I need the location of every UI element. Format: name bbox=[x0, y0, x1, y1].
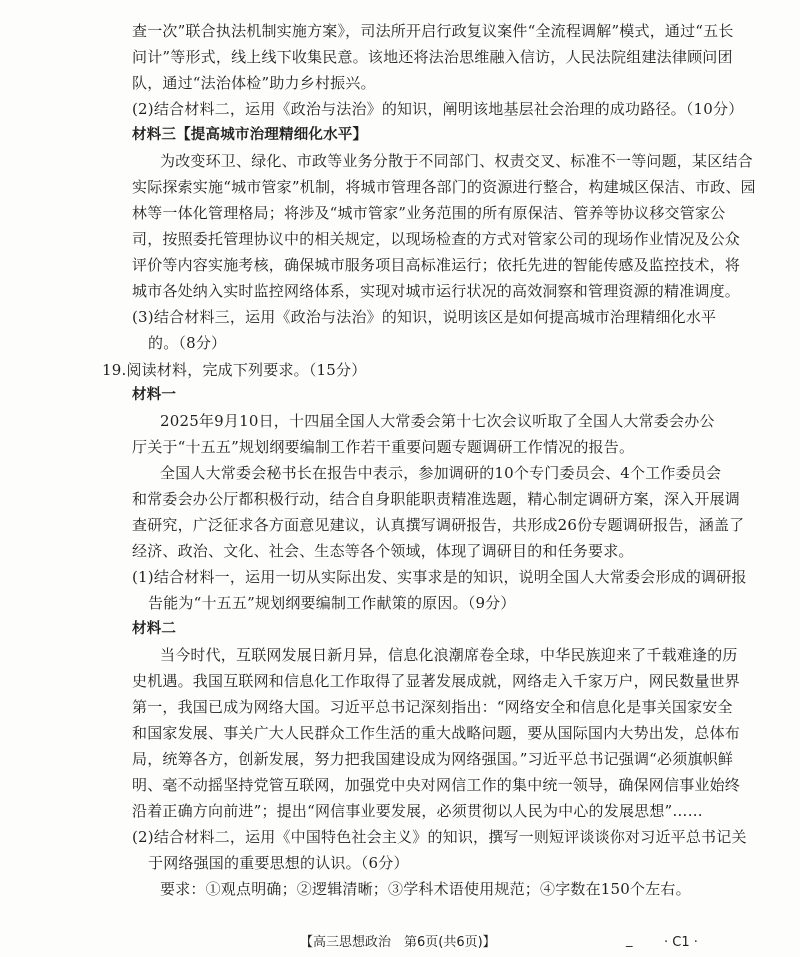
text-line: 沿着正确方向前进”；提出“网信事业要发展，必须贯彻以人民为中心的发展思想”…… bbox=[132, 802, 703, 820]
text-line: 林等一体化管理格局；将涉及“城市管家”业务范围的所有原保洁、管养等协议移交管家公 bbox=[132, 204, 726, 222]
text-line: 查一次”联合执法机制实施方案》，司法所开启行政复议案件“全流程调解”模式，通过“五长 bbox=[132, 22, 734, 40]
text-line: 问计”等形式，线上线下收集民意。该地还将法治思维融入信访，人民法院组建法律顾问团 bbox=[132, 48, 733, 66]
material-1-heading: 材料一 bbox=[132, 387, 177, 403]
text-line: 实际探索实施“城市管家”机制，将城市管理各部门的资源进行整合，构建城区保洁、市政、园 bbox=[132, 178, 756, 196]
text-line: 和常委会办公厅都积极行动，结合自身职能职责精准选题，精心制定调研方案，深入开展调 bbox=[132, 490, 741, 508]
footer-dash: _ bbox=[626, 933, 633, 948]
text-line: 为改变环卫、绿化、市政等业务分散于不同部门、权责交叉、标准不一等问题，某区结合 bbox=[160, 152, 753, 170]
question-19-title: 19.阅读材料，完成下列要求。（15分） bbox=[102, 361, 367, 379]
text-line: 史机遇。我国互联网和信息化工作取得了显著发展成就，网络走入千家万户，网民数量世界 bbox=[132, 672, 741, 690]
question-3-prompt-cont: 的。（8分） bbox=[148, 334, 227, 352]
material-3-heading: 材料三【提高城市治理精细化水平】 bbox=[132, 127, 368, 143]
answer-requirements: 要求：①观点明确；②逻辑清晰；③学科术语使用规范；④字数在150个左右。 bbox=[160, 880, 691, 898]
text-line: 当今时代，互联网发展日新月异，信息化浪潮席卷全球，中华民族迎来了千载难逢的历 bbox=[160, 646, 738, 664]
footer-code: · C1 · bbox=[664, 935, 698, 950]
question-3-prompt: (3)结合材料三，运用《政治与法治》的知识，说明该区是如何提高城市治理精细化水平 bbox=[132, 308, 717, 326]
text-line: 局，统筹各方，创新发展，努力把我国建设成为网络强国。”习近平总书记强调“必须旗帜鲜 bbox=[132, 750, 734, 768]
text-line: 评价等内容实施考核，确保城市服务项目高标准运行；依托先进的智能传感及监控技术，将 bbox=[132, 256, 741, 274]
question-19-1-prompt: (1)结合材料一，运用一切从实际出发、实事求是的知识，说明全国人大常委会形成的调研报 bbox=[132, 568, 747, 586]
text-line: 经济、政治、文化、社会、生态等各个领域，体现了调研目的和任务要求。 bbox=[132, 542, 634, 560]
text-line: 厅关于“十五五”规划纲要编制工作若干重要问题专题调研工作情况的报告。 bbox=[132, 438, 635, 456]
question-19-2-prompt-cont: 于网络强国的重要思想的认识。（6分） bbox=[148, 854, 409, 872]
text-line: 城市各处纳入实时监控网络体系，实现对城市运行状况的高效洞察和管理资源的精准调度。 bbox=[132, 282, 741, 300]
text-line: 全国人大常委会秘书长在报告中表示，参加调研的10个专门委员会、4个工作委员会 bbox=[160, 464, 722, 482]
question-2-prompt: (2)结合材料二，运用《政治与法治》的知识，阐明该地基层社会治理的成功路径。（10分） bbox=[132, 100, 744, 118]
text-line: 2025年9月10日，十四届全国人大常委会第十七次会议听取了全国人大常委会办公 bbox=[160, 412, 715, 430]
text-line: 第一，我国已成为网络大国。习近平总书记深刻指出：“网络安全和信息化是事关国家安全 bbox=[132, 698, 733, 716]
text-line: 司，按照委托管理协议中的相关规定，以现场检查的方式对管家公司的现场作业情况及公众 bbox=[132, 230, 741, 248]
question-19-1-prompt-cont: 告能为“十五五”规划纲要编制工作献策的原因。（9分） bbox=[148, 594, 516, 612]
text-line: 和国家发展、事关广大人民群众工作生活的重大战略问题，要从国际国内大势出发，总体布 bbox=[132, 724, 741, 742]
text-line: 查研究，广泛征求各方面意见建议，认真撰写调研报告，共形成26份专题调研报告，涵盖了 bbox=[132, 516, 745, 534]
text-line: 明、毫不动摇坚持党管互联网，加强党中央对网信工作的集中统一领导，确保网信事业始终 bbox=[132, 776, 741, 794]
material-2-heading: 材料二 bbox=[132, 621, 177, 637]
text-line: 队，通过“法治体检”助力乡村振兴。 bbox=[132, 74, 376, 92]
question-19-2-prompt: (2)结合材料二，运用《中国特色社会主义》的知识，撰写一则短评谈谈你对习近平总书记关 bbox=[132, 828, 747, 846]
page-footer-label: 【高三思想政治 第6页(共6页)】 bbox=[300, 935, 496, 950]
